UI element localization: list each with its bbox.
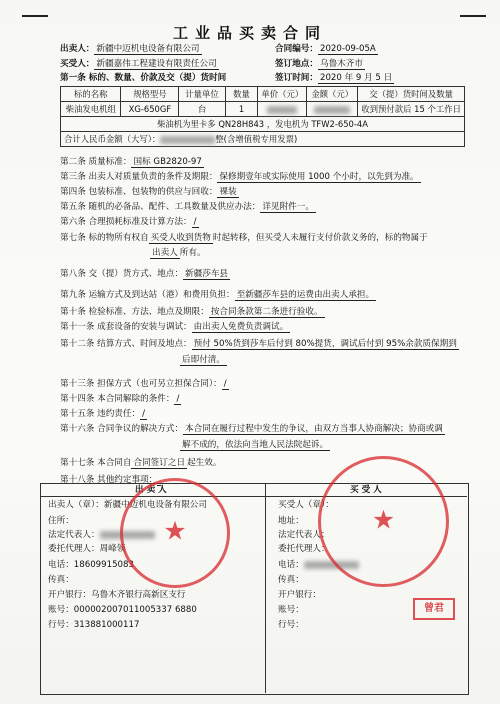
buyer_block-agent-line: 委托代理人： <box>278 544 330 554</box>
corner-mark <box>22 15 48 17</box>
seller-block-heading: 出 卖 人 <box>135 485 167 495</box>
clause-value: 预付 50%货到莎车后付到 80%提货，调试后付到 95%余款质保期到 <box>193 339 457 349</box>
buyer_block-tax-line: 行号： <box>278 620 304 630</box>
clause-label: 第八条 交（提）货方式、地点： <box>60 269 184 279</box>
table-header: 数量 <box>225 87 258 102</box>
buyer-company-stamp: ★ <box>318 456 449 587</box>
clause-label: 第十二条 结算方式、时间及地点： <box>60 339 192 349</box>
clause-value: 新疆莎车县 <box>185 269 229 279</box>
buyer_block-bank-line: 开户银行： <box>278 590 321 600</box>
clause-line <box>60 307 325 318</box>
corner-mark <box>460 15 486 17</box>
clause-value: 合同签订之日 <box>133 458 186 468</box>
table-cell: 1 <box>225 102 258 117</box>
clause-tail: 所有。 <box>179 248 206 258</box>
seller_block-agent-line: 委托代理人：周峰领 <box>48 544 126 554</box>
buyer_block-phone-line: 电话： <box>278 560 359 571</box>
clause-value: 出卖人 <box>152 248 178 258</box>
clause-label: 第十条 检验标准、方法、地点及期限： <box>60 307 209 317</box>
clause-label: 第十八条 其他约定事项： <box>60 475 158 485</box>
signature-divider <box>265 483 266 693</box>
table-header: 金额（元） <box>307 87 358 102</box>
sign-time: 签订时间： 2020 年 9 月 5 日 <box>275 73 393 83</box>
clause-value: 买受人收到货物 <box>150 233 211 243</box>
seller-name: 新疆中迈机电设备有限公司 <box>96 44 200 54</box>
clause-1-heading: 第一条 标的、数量、价款及交（提）货时间 <box>60 73 227 83</box>
clause-value: 保修期壹年或实际使用 1000 个小时，以先到为准。 <box>219 172 419 182</box>
table-total-row <box>61 132 465 147</box>
clause-line <box>60 290 376 301</box>
clause-continuation: 后即付清。 <box>182 355 225 365</box>
table-header: 规格型号 <box>121 87 179 102</box>
seller_block-bank-line: 开户银行：乌鲁木齐银行高新区支行 <box>48 590 186 600</box>
redacted-price <box>258 102 307 117</box>
clause-label: 第六条 合理损耗标准及计算方法： <box>60 217 192 227</box>
table-cell: XG-650GF <box>121 102 179 117</box>
table-header: 计量单位 <box>179 87 225 102</box>
clause-label: 第二条 质量标准： <box>60 157 132 167</box>
clause-value: / <box>176 394 180 404</box>
clause-line <box>60 458 221 469</box>
clause-label: 第九条 运输方式及到达站（港）和费用负担： <box>60 290 235 300</box>
clause-tail: 起生效。 <box>187 458 222 468</box>
buyer_block-name-line: 买受人（章）： <box>278 500 334 510</box>
clause-line <box>60 269 230 280</box>
table-note-row <box>61 117 465 132</box>
buyer_block-rep-line: 法定代表人： <box>278 530 330 540</box>
clause-line <box>60 187 239 198</box>
clause-value: 国标 GB2820-97 <box>133 157 202 167</box>
clause-label: 第四条 包装标准、包装物的供应与回收： <box>60 187 218 197</box>
clause-line <box>60 233 428 244</box>
clause-line <box>60 172 421 183</box>
clause-line <box>60 424 445 435</box>
clause-value: / <box>142 409 145 419</box>
clause-value: / <box>223 379 227 389</box>
sign-place: 签订地点： 乌鲁木齐市 <box>275 59 363 69</box>
seller_block-tax-line: 行号：313881000117 <box>48 620 140 630</box>
table-header: 单价（元） <box>258 87 307 102</box>
table-cell: 台 <box>179 102 225 117</box>
table-header-row <box>61 87 465 102</box>
table-note: 柴油机为里卡多 QN28H843 ，发电机为 TFW2-650-4A <box>61 117 465 132</box>
seller-company-stamp: ★ <box>120 478 230 588</box>
clause-label: 第十六条 合同争议的解决方式： <box>60 424 184 434</box>
clause-label: 第十四条 本合同解除的条件： <box>60 394 175 404</box>
clause-value: 裸装 <box>219 187 237 197</box>
table-cell: 柴油发电机组 <box>61 102 121 117</box>
table-cell: 收到预付款后 15 个工作日 <box>358 102 465 117</box>
seller_block-rep-line: 法定代表人： <box>48 530 155 541</box>
clause-line <box>60 379 229 390</box>
seller_block-fax-line: 传真： <box>48 575 74 585</box>
table-header: 标的名称 <box>61 87 121 102</box>
clause-line <box>60 322 290 333</box>
buyer_block-fax-line: 传真： <box>278 575 304 585</box>
clause-label: 第三条 出卖人对质量负责的条件及期限： <box>60 172 218 182</box>
buyer_block-addr-line: 地址： <box>278 516 304 526</box>
seller_block-phone-line: 电话：18609915083 <box>48 560 134 570</box>
clause-value: 本合同在履行过程中发生的争议，由双方当事人协商解决；协商或调 <box>185 424 443 434</box>
clause-value: 至新疆莎车县的运费由出卖人承担。 <box>236 290 375 300</box>
clause-label: 第七条 标的物所有权自 <box>60 233 149 243</box>
clause-continuation: 解不成的，依法向当地人民法院起诉。 <box>182 440 329 450</box>
name-seal: 曾君 <box>413 598 455 620</box>
clause-label: 第十一条 成套设备的安装与调试： <box>60 322 192 332</box>
clause-value: 由出卖人免费负责调试。 <box>193 322 289 332</box>
redacted-amount <box>307 102 358 117</box>
clause-value: 按合同条款第二条进行验收。 <box>210 307 323 317</box>
clause-value: / <box>193 217 197 227</box>
buyer-block-heading: 买 受 人 <box>350 485 382 495</box>
table-row <box>61 102 465 117</box>
seller_block-account-line: 账号：000002007011005337 6880 <box>48 605 197 615</box>
seller_block-addr-line: 住所： <box>48 516 74 526</box>
item-table <box>60 86 465 147</box>
clause-line <box>60 394 181 405</box>
document-title: 工业品买卖合同 <box>172 24 327 42</box>
clause-line <box>60 409 147 420</box>
clause-line <box>60 157 204 168</box>
contract-no: 合同编号： 2020-09-05A <box>275 44 376 54</box>
clause-line <box>60 217 199 228</box>
clause-line <box>150 248 206 259</box>
clause-label: 第十三条 担保方式（也可另立担保合同）： <box>60 379 222 389</box>
table-header: 交（提）货时间及数量 <box>358 87 465 102</box>
clause-label: 第五条 随机的必备品、配件、工具数量及供应办法： <box>60 202 261 212</box>
clause-line <box>60 339 459 350</box>
clause-label: 第十五条 违约责任： <box>60 409 141 419</box>
total-cell: 合计人民币金额（大写）： 整(含增值税专用发票) <box>61 132 465 147</box>
clause-tail: 时起转移，但买受人未履行支付价款义务的，标的物属于 <box>212 233 428 243</box>
buyer-label: 买受人： 新疆嘉伟工程建设有限责任公司 <box>60 59 217 69</box>
clause-value: 详见附件一。 <box>262 202 314 212</box>
buyer_block-account-line: 账号： <box>278 605 304 615</box>
clause-line <box>60 202 316 213</box>
seller_block-name-line: 出卖人（章）：新疆中迈机电设备有限公司 <box>48 500 207 510</box>
buyer-name: 新疆嘉伟工程建设有限责任公司 <box>96 59 217 69</box>
clause-label: 第十七条 本合同自 <box>60 458 132 468</box>
seller-label: 出卖人： 新疆中迈机电设备有限公司 <box>60 44 200 54</box>
